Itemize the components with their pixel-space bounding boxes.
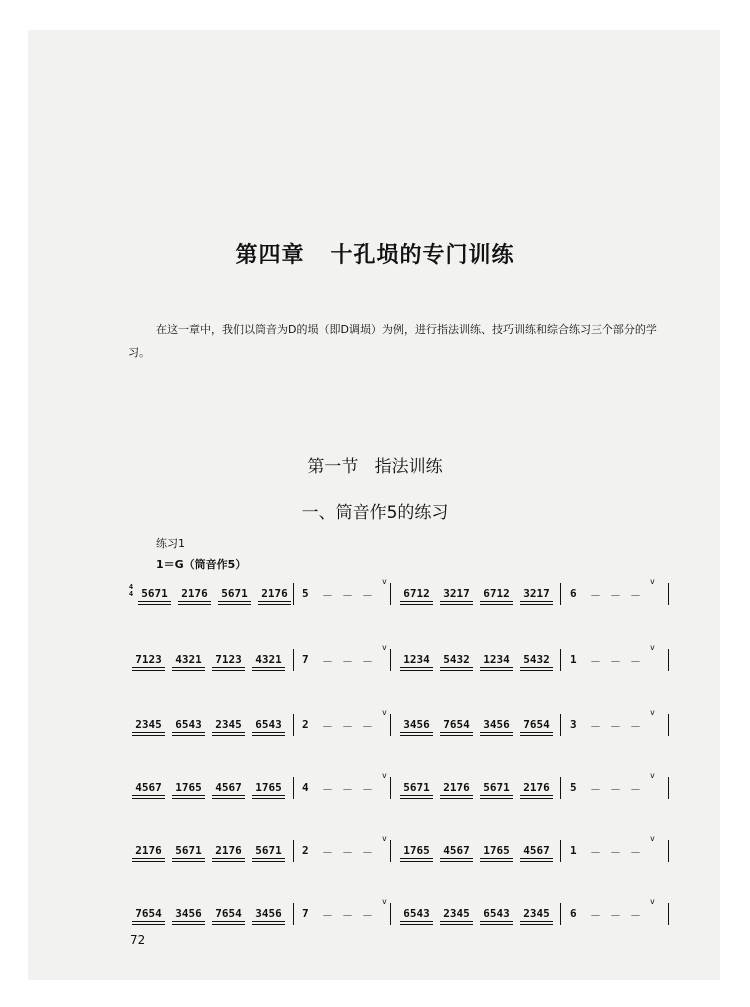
note-group: 1765 bbox=[400, 844, 433, 859]
note-group: 5671 bbox=[480, 781, 513, 796]
note-group: 1234 bbox=[480, 653, 513, 668]
bar-line bbox=[668, 777, 669, 799]
bar-line bbox=[560, 714, 561, 736]
section-title: 第一节 指法训练 bbox=[307, 457, 443, 477]
note-group: 4321 bbox=[172, 653, 205, 668]
held-note: 1 bbox=[570, 653, 577, 666]
note-group: 2176 bbox=[178, 587, 211, 602]
note-group: 7654 bbox=[212, 907, 245, 922]
note-group: 5671 bbox=[218, 587, 251, 602]
note-group: 6543 bbox=[172, 718, 205, 733]
note-group: 1765 bbox=[252, 781, 285, 796]
dash-mark: － bbox=[630, 589, 641, 602]
bar-line bbox=[293, 583, 294, 605]
dash-mark: － bbox=[362, 909, 373, 922]
dash-mark: － bbox=[342, 589, 353, 602]
bar-line bbox=[668, 649, 669, 671]
dash-mark: － bbox=[362, 655, 373, 668]
dash-mark: － bbox=[342, 655, 353, 668]
note-group: 3456 bbox=[400, 718, 433, 733]
time-signature-bottom: 4 bbox=[128, 590, 134, 598]
bar-line bbox=[668, 903, 669, 925]
note-group: 1234 bbox=[400, 653, 433, 668]
note-group: 2176 bbox=[258, 587, 291, 602]
note-group: 2345 bbox=[212, 718, 245, 733]
note-group: 5432 bbox=[440, 653, 473, 668]
held-note: 4 bbox=[302, 781, 309, 794]
breath-mark: v bbox=[650, 643, 655, 652]
dash-mark: － bbox=[362, 783, 373, 796]
breath-mark: v bbox=[382, 577, 387, 586]
note-group: 7654 bbox=[132, 907, 165, 922]
note-group: 4567 bbox=[132, 781, 165, 796]
key-signature: 1＝G（筒音作5） bbox=[156, 558, 247, 571]
note-group: 1765 bbox=[172, 781, 205, 796]
held-note: 2 bbox=[302, 718, 309, 731]
note-group: 3217 bbox=[520, 587, 553, 602]
held-note: 3 bbox=[570, 718, 577, 731]
score-row bbox=[130, 708, 675, 744]
breath-mark: v bbox=[650, 708, 655, 717]
bar-line bbox=[560, 583, 561, 605]
dash-mark: － bbox=[590, 589, 601, 602]
score-row bbox=[130, 643, 675, 679]
note-group: 6543 bbox=[400, 907, 433, 922]
held-note: 2 bbox=[302, 844, 309, 857]
dash-mark: － bbox=[322, 589, 333, 602]
score-row bbox=[130, 771, 675, 807]
dash-mark: － bbox=[342, 720, 353, 733]
bar-line bbox=[390, 840, 391, 862]
held-note: 6 bbox=[570, 907, 577, 920]
dash-mark: － bbox=[630, 909, 641, 922]
dash-mark: － bbox=[362, 720, 373, 733]
bar-line bbox=[293, 649, 294, 671]
breath-mark: v bbox=[650, 897, 655, 906]
dash-mark: － bbox=[342, 783, 353, 796]
dash-mark: － bbox=[610, 655, 621, 668]
held-note: 7 bbox=[302, 907, 309, 920]
bar-line bbox=[560, 649, 561, 671]
note-group: 3456 bbox=[480, 718, 513, 733]
bar-line bbox=[390, 777, 391, 799]
dash-mark: － bbox=[342, 846, 353, 859]
note-group: 1765 bbox=[480, 844, 513, 859]
note-group: 7654 bbox=[520, 718, 553, 733]
dash-mark: － bbox=[342, 909, 353, 922]
note-group: 4567 bbox=[520, 844, 553, 859]
dash-mark: － bbox=[630, 846, 641, 859]
dash-mark: － bbox=[630, 720, 641, 733]
score-row bbox=[130, 834, 675, 870]
note-group: 2176 bbox=[520, 781, 553, 796]
note-group: 7123 bbox=[132, 653, 165, 668]
dash-mark: － bbox=[362, 846, 373, 859]
note-group: 5671 bbox=[138, 587, 171, 602]
time-signature-top: 4 bbox=[128, 583, 134, 591]
note-group: 5671 bbox=[172, 844, 205, 859]
note-group: 2176 bbox=[440, 781, 473, 796]
bar-line bbox=[560, 840, 561, 862]
note-group: 5671 bbox=[252, 844, 285, 859]
bar-line bbox=[560, 903, 561, 925]
dash-mark: － bbox=[322, 720, 333, 733]
note-group: 4567 bbox=[440, 844, 473, 859]
bar-line bbox=[293, 714, 294, 736]
note-group: 5671 bbox=[400, 781, 433, 796]
dash-mark: － bbox=[630, 783, 641, 796]
dash-mark: － bbox=[590, 846, 601, 859]
breath-mark: v bbox=[382, 897, 387, 906]
dash-mark: － bbox=[610, 909, 621, 922]
note-group: 2176 bbox=[132, 844, 165, 859]
dash-mark: － bbox=[590, 655, 601, 668]
score-row bbox=[128, 577, 675, 613]
held-note: 5 bbox=[302, 587, 309, 600]
note-group: 6712 bbox=[480, 587, 513, 602]
intro-paragraph: 在这一章中，我们以筒音为D的埙（即D调埙）为例，进行指法训练、技巧训练和综合练习三个部分的学习。 bbox=[128, 323, 657, 359]
held-note: 7 bbox=[302, 653, 309, 666]
time-signature bbox=[127, 584, 135, 598]
dash-mark: － bbox=[590, 909, 601, 922]
dash-mark: － bbox=[610, 783, 621, 796]
breath-mark: v bbox=[382, 708, 387, 717]
bar-line bbox=[293, 903, 294, 925]
breath-mark: v bbox=[650, 771, 655, 780]
bar-line bbox=[293, 840, 294, 862]
dash-mark: － bbox=[590, 783, 601, 796]
breath-mark: v bbox=[382, 771, 387, 780]
dash-mark: － bbox=[322, 909, 333, 922]
chapter-title: 第四章 十孔埙的专门训练 bbox=[235, 243, 515, 268]
note-group: 3217 bbox=[440, 587, 473, 602]
note-group: 2345 bbox=[132, 718, 165, 733]
dash-mark: － bbox=[590, 720, 601, 733]
page-number: 72 bbox=[130, 933, 146, 947]
note-group: 2176 bbox=[212, 844, 245, 859]
dash-mark: － bbox=[630, 655, 641, 668]
note-group: 4567 bbox=[212, 781, 245, 796]
note-group: 7123 bbox=[212, 653, 245, 668]
note-group: 6712 bbox=[400, 587, 433, 602]
dash-mark: － bbox=[322, 846, 333, 859]
note-group: 6543 bbox=[480, 907, 513, 922]
dash-mark: － bbox=[362, 589, 373, 602]
note-group: 6543 bbox=[252, 718, 285, 733]
dash-mark: － bbox=[610, 846, 621, 859]
breath-mark: v bbox=[650, 834, 655, 843]
note-group: 3456 bbox=[252, 907, 285, 922]
breath-mark: v bbox=[382, 834, 387, 843]
dash-mark: － bbox=[610, 720, 621, 733]
bar-line bbox=[668, 714, 669, 736]
bar-line bbox=[390, 649, 391, 671]
bar-line bbox=[293, 777, 294, 799]
note-group: 7654 bbox=[440, 718, 473, 733]
note-group: 3456 bbox=[172, 907, 205, 922]
bar-line bbox=[668, 840, 669, 862]
exercise-label: 练习1 bbox=[156, 537, 185, 550]
held-note: 1 bbox=[570, 844, 577, 857]
note-group: 2345 bbox=[440, 907, 473, 922]
dash-mark: － bbox=[322, 655, 333, 668]
note-group: 4321 bbox=[252, 653, 285, 668]
dash-mark: － bbox=[610, 589, 621, 602]
score-row bbox=[130, 897, 675, 933]
note-group: 5432 bbox=[520, 653, 553, 668]
subsection-title: 一、筒音作5的练习 bbox=[301, 503, 449, 523]
bar-line bbox=[390, 583, 391, 605]
breath-mark: v bbox=[382, 643, 387, 652]
bar-line bbox=[390, 903, 391, 925]
held-note: 5 bbox=[570, 781, 577, 794]
bar-line bbox=[390, 714, 391, 736]
note-group: 2345 bbox=[520, 907, 553, 922]
held-note: 6 bbox=[570, 587, 577, 600]
bar-line bbox=[668, 583, 669, 605]
dash-mark: － bbox=[322, 783, 333, 796]
bar-line bbox=[560, 777, 561, 799]
breath-mark: v bbox=[650, 577, 655, 586]
